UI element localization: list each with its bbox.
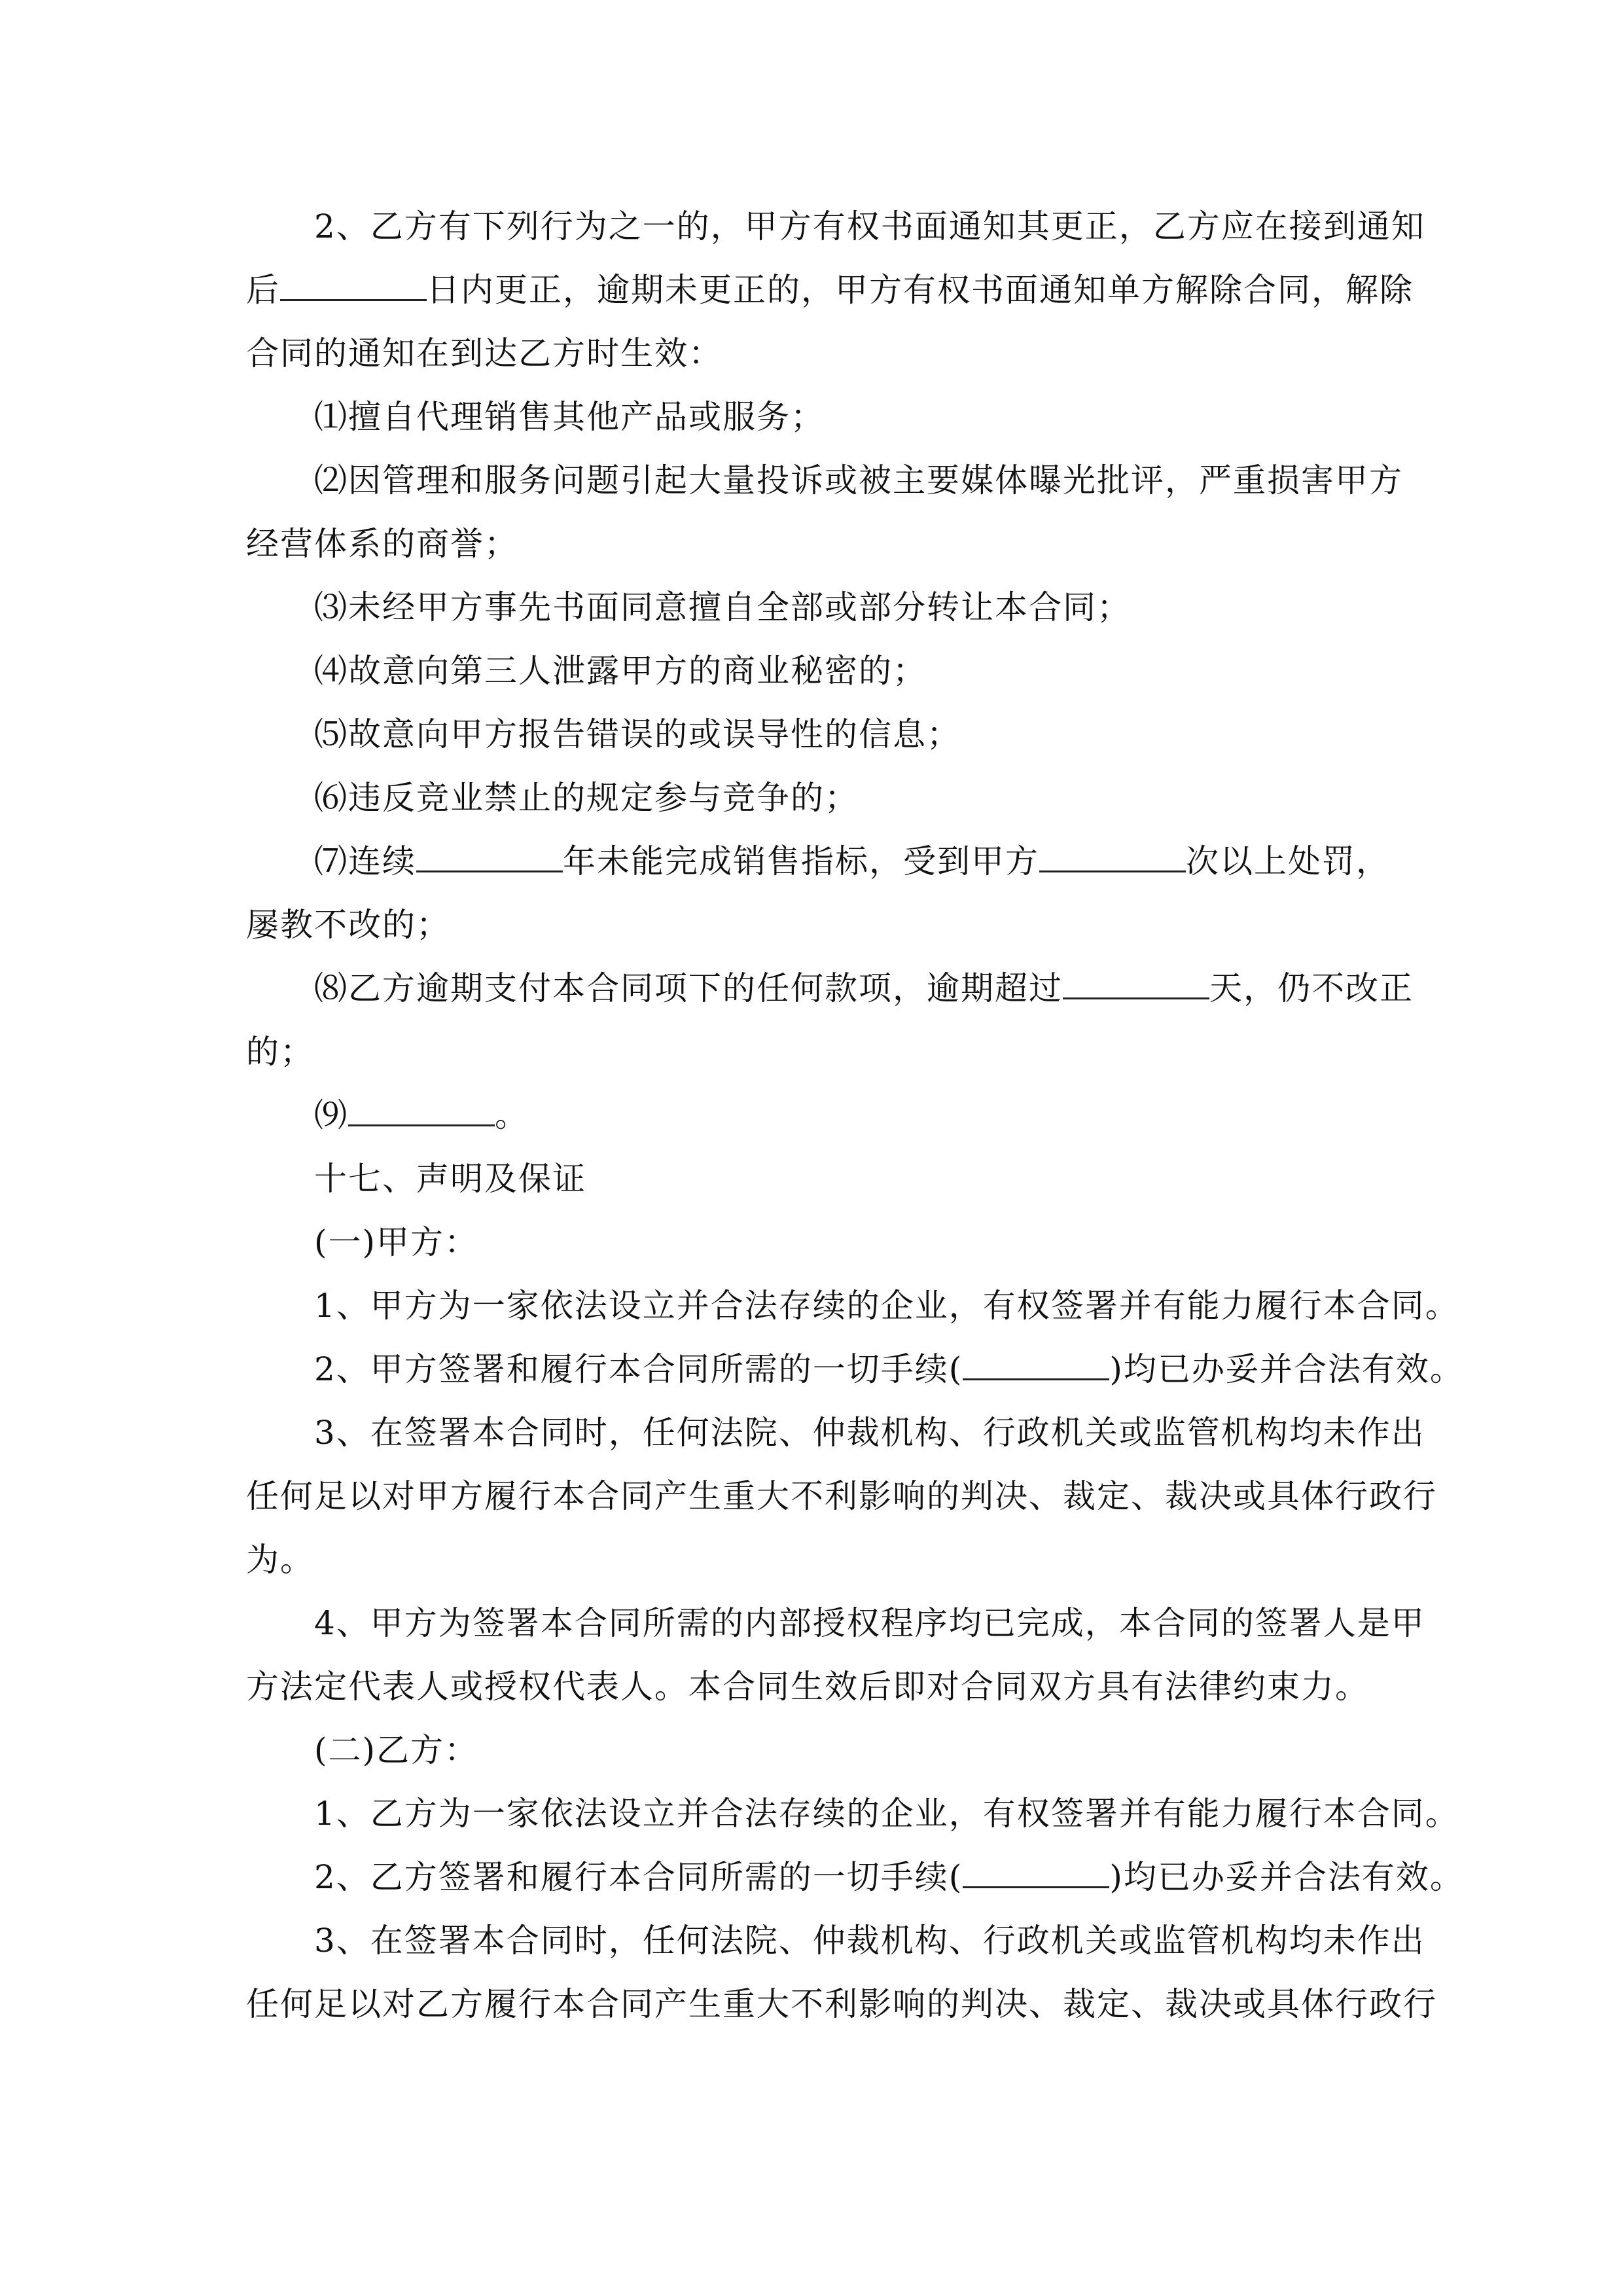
- clause-2-line-1: 2、乙方有下列行为之一的，甲方有权书面通知其更正，乙方应在接到通知: [314, 207, 1425, 245]
- party-a-clause-3-line-1: 3、在签署本合同时，任何法院、仲裁机构、行政机关或监管机构均未作出: [314, 1414, 1425, 1452]
- item-8-line-2: 的；: [246, 1033, 314, 1071]
- section-heading-17: 十七、声明及保证: [314, 1160, 586, 1198]
- item-4: ⑷故意向第三人泄露甲方的商业秘密的；: [314, 652, 927, 690]
- party-a-clause-3-line-2: 任何足以对甲方履行本合同产生重大不利影响的判决、裁定、裁决或具体行政行: [246, 1477, 1437, 1515]
- party-a-clause-1: 1、甲方为一家依法设立并合法存续的企业，有权签署并有能力履行本合同。: [314, 1287, 1459, 1325]
- text-segment: 后: [246, 271, 280, 309]
- item-7-line-2: 屡教不改的；: [246, 906, 450, 944]
- text-segment: ⑻乙方逾期支付本合同项下的任何款项，逾期超过: [314, 969, 1063, 1007]
- text-segment: 次以上处罚，: [1186, 842, 1390, 880]
- text-segment: 日内更正，逾期未更正的，甲方有权书面通知单方解除合同，解除: [427, 271, 1414, 309]
- clause-2-line-2: [246, 259, 1414, 322]
- fill-blank-other[interactable]: [348, 1098, 495, 1126]
- text-segment: 2、乙方签署和履行本合同所需的一切手续(: [314, 1858, 963, 1896]
- clause-2-line-3: 合同的通知在到达乙方时生效：: [246, 334, 722, 372]
- party-a-clause-3-line-3: 为。: [246, 1541, 314, 1579]
- item-1: ⑴擅自代理销售其他产品或服务；: [314, 398, 825, 436]
- text-segment: 2、甲方签署和履行本合同所需的一切手续(: [314, 1350, 963, 1388]
- item-8-line-1: [246, 957, 1414, 1020]
- item-6: ⑹违反竞业禁止的规定参与竞争的；: [314, 779, 859, 817]
- fill-blank-procedures-a[interactable]: [963, 1352, 1109, 1380]
- party-b-clause-3-line-2: 任何足以对乙方履行本合同产生重大不利影响的判决、裁定、裁决或具体行政行: [246, 1985, 1437, 2023]
- contract-body: [246, 195, 1464, 2036]
- item-2-line-1: ⑵因管理和服务问题引起大量投诉或被主要媒体曝光批评，严重损害甲方: [314, 461, 1403, 499]
- item-2-line-2: 经营体系的商誉；: [246, 525, 518, 563]
- text-segment: 天，仍不改正: [1209, 969, 1414, 1007]
- party-b-heading: (二)乙方：: [314, 1731, 479, 1769]
- party-b-clause-1: 1、乙方为一家依法设立并合法存续的企业，有权签署并有能力履行本合同。: [314, 1795, 1459, 1833]
- fill-blank-overdue-days[interactable]: [1063, 971, 1209, 999]
- text-segment: ⑺连续: [314, 842, 416, 880]
- item-5: ⑸故意向甲方报告错误的或误导性的信息；: [314, 715, 961, 753]
- text-segment: )均已办妥并合法有效。: [1109, 1350, 1464, 1388]
- fill-blank-days[interactable]: [280, 273, 427, 301]
- item-7-line-1: [246, 830, 1398, 893]
- text-segment: )均已办妥并合法有效。: [1109, 1858, 1464, 1896]
- party-a-clause-4-line-1: 4、甲方为签署本合同所需的内部授权程序均已完成，本合同的签署人是甲: [314, 1604, 1425, 1642]
- fill-blank-procedures-b[interactable]: [963, 1860, 1109, 1888]
- fill-blank-penalties[interactable]: [1039, 844, 1186, 872]
- text-segment: 年未能完成销售指标，受到甲方: [563, 842, 1039, 880]
- party-b-clause-3-line-1: 3、在签署本合同时，任何法院、仲裁机构、行政机关或监管机构均未作出: [314, 1922, 1425, 1960]
- party-a-heading: (一)甲方：: [314, 1223, 479, 1261]
- text-segment: 。: [495, 1096, 529, 1134]
- fill-blank-years[interactable]: [416, 844, 563, 872]
- party-a-clause-2: [246, 1338, 1464, 1401]
- party-a-clause-4-line-2: 方法定代表人或授权代表人。本合同生效后即对合同双方具有法律约束力。: [246, 1668, 1369, 1706]
- item-3: ⑶未经甲方事先书面同意擅自全部或部分转让本合同；: [314, 588, 1131, 626]
- text-segment: ⑼: [314, 1096, 348, 1134]
- item-9: [246, 1084, 1398, 1147]
- party-b-clause-2: [246, 1846, 1464, 1909]
